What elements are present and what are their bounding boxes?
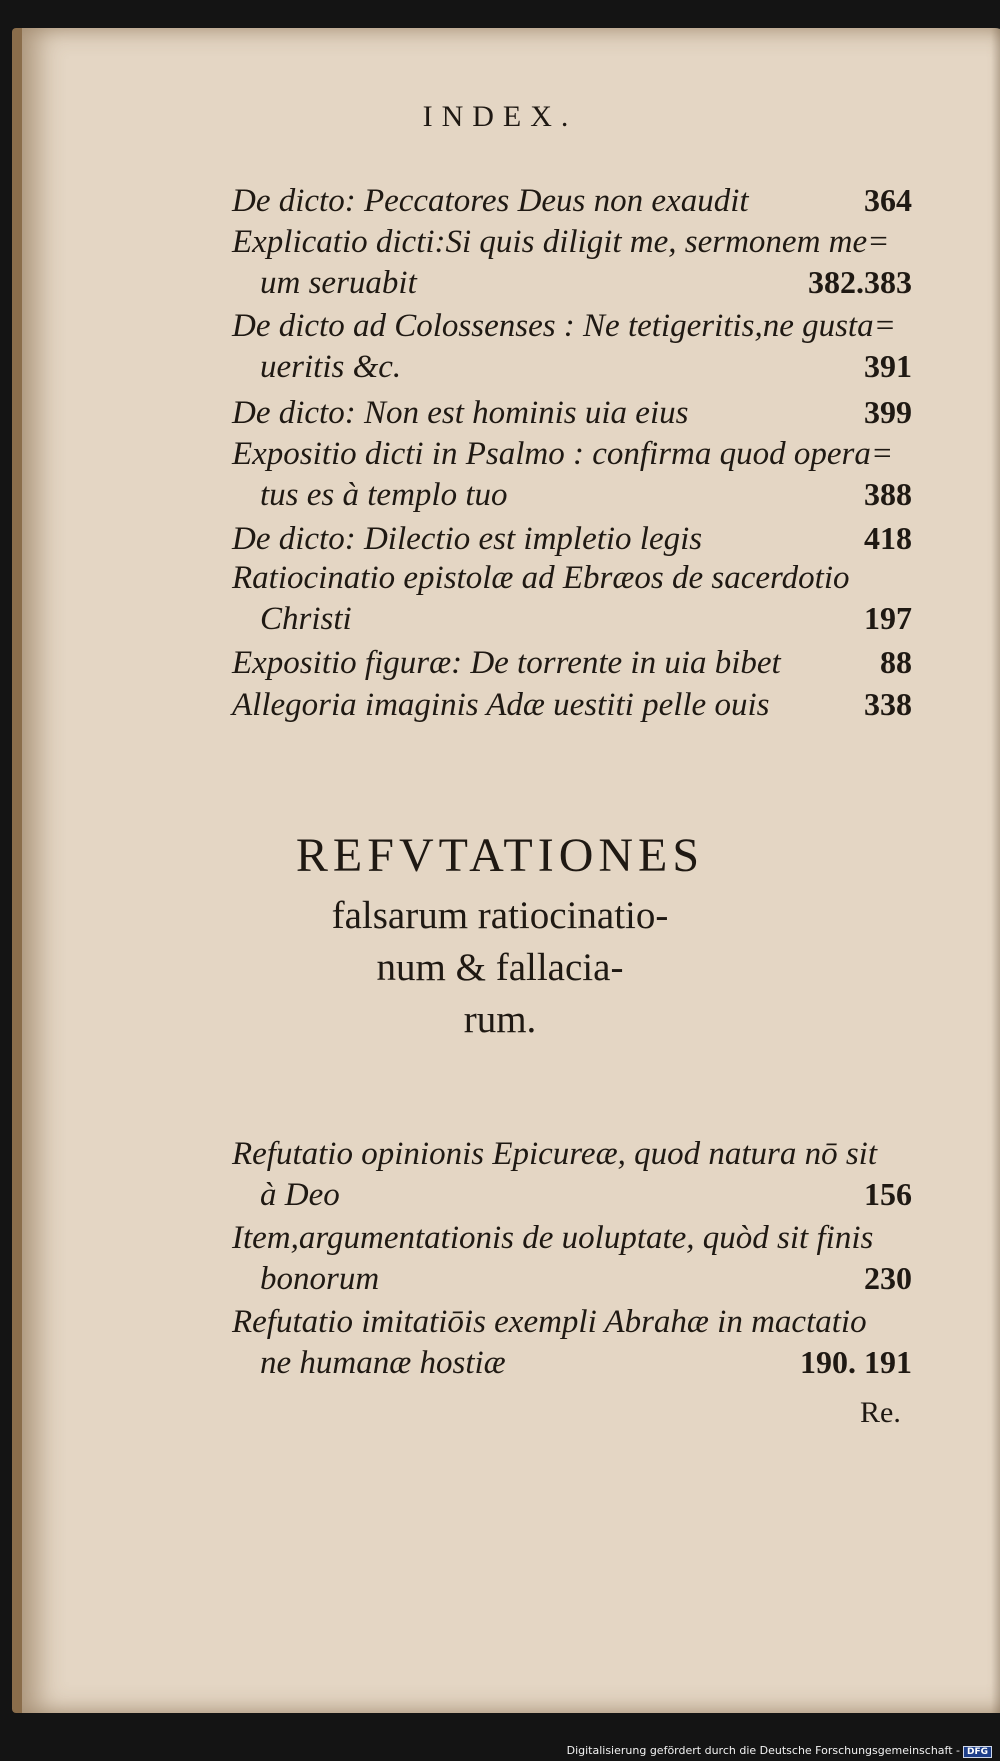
section-subtitle: rum. (463, 998, 537, 1041)
entry-line (232, 598, 912, 639)
refutation-entry (232, 1302, 912, 1383)
dfg-logo[interactable]: DFG (963, 1746, 992, 1758)
section-title: REFVTATIONES (295, 829, 705, 882)
entry-text: Item,argumentationis de uoluptate, quòd sit finis (232, 1220, 874, 1256)
page-number: 338 (864, 686, 912, 722)
page-header: INDEX. (422, 100, 578, 133)
entry-line (232, 180, 912, 221)
index-entry (232, 684, 912, 725)
entry-line (232, 434, 912, 474)
entry-line (232, 392, 912, 433)
index-entry (232, 222, 912, 303)
index-entry (232, 558, 912, 639)
entry-text: Expositio dicti in Psalmo : confirma quod opera= (232, 436, 894, 472)
refutation-entry (232, 1218, 912, 1299)
section-subtitle: num & fallacia- (376, 946, 624, 989)
entry-line (232, 684, 912, 725)
entry-text: Allegoria imaginis Adæ uestiti pelle ouis (232, 687, 770, 723)
entry-line (232, 1258, 912, 1299)
entry-line (232, 1218, 912, 1258)
entry-line (232, 1134, 912, 1174)
entry-text: Explicatio dicti:Si quis diligit me, sermonem me= (232, 224, 890, 260)
entry-line (232, 262, 912, 303)
entry-text: bonorum (260, 1261, 380, 1297)
entry-line (232, 1342, 912, 1383)
entry-text: Ratiocinatio epistolæ ad Ebræos de sacerdotio (232, 560, 850, 596)
entry-line (232, 518, 912, 559)
section-subtitle: falsarum ratiocinatio- (331, 894, 669, 937)
entry-text: tus es à templo tuo (260, 477, 508, 513)
page-number: 391 (864, 348, 912, 384)
entry-text: Expositio figuræ: De torrente in uia bibet (232, 645, 781, 681)
catchword: Re. (860, 1396, 901, 1429)
footer-text: Digitalisierung gefördert durch die Deutsche Forschungsgemeinschaft - (566, 1744, 960, 1757)
entry-line (232, 222, 912, 262)
entry-text: De dicto: Peccatores Deus non exaudit (232, 183, 749, 219)
entry-text: Refutatio imitatiōis exempli Abrahæ in mactatio (232, 1304, 867, 1340)
index-entry (232, 434, 912, 515)
page-number: 382.383 (808, 264, 912, 300)
page-number: 399 (864, 394, 912, 430)
entry-line (232, 1174, 912, 1215)
page-number: 190. 191 (800, 1344, 912, 1380)
entry-line (232, 474, 912, 515)
page-number: 418 (864, 520, 912, 556)
entry-line (232, 306, 912, 346)
index-entry (232, 306, 912, 387)
index-entry (232, 642, 912, 683)
page-number: 156 (864, 1176, 912, 1212)
entry-text: ueritis &c. (260, 349, 402, 385)
entry-line (232, 642, 912, 683)
page-number: 88 (880, 644, 912, 680)
entry-line (232, 346, 912, 387)
digitization-footer (567, 1744, 992, 1758)
entry-text: Refutatio opinionis Epicureæ, quod natura nō sit (232, 1136, 878, 1172)
entry-text: De dicto: Non est hominis uia eius (232, 395, 689, 431)
refutation-entry (232, 1134, 912, 1215)
entry-line (232, 558, 912, 598)
entry-text: ne humanæ hostiæ (260, 1345, 506, 1381)
index-entry (232, 180, 912, 221)
entry-text: De dicto ad Colossenses : Ne tetigeritis,ne gusta= (232, 308, 896, 344)
page-number: 388 (864, 476, 912, 512)
page-number: 230 (864, 1260, 912, 1296)
entry-text: à Deo (260, 1177, 340, 1213)
page-number: 364 (864, 182, 912, 218)
entry-text: um seruabit (260, 265, 417, 301)
page-number: 197 (864, 600, 912, 636)
index-entry (232, 518, 912, 559)
entry-text: Christi (260, 601, 352, 637)
entry-text: De dicto: Dilectio est impletio legis (232, 521, 703, 557)
index-entry (232, 392, 912, 433)
entry-line (232, 1302, 912, 1342)
